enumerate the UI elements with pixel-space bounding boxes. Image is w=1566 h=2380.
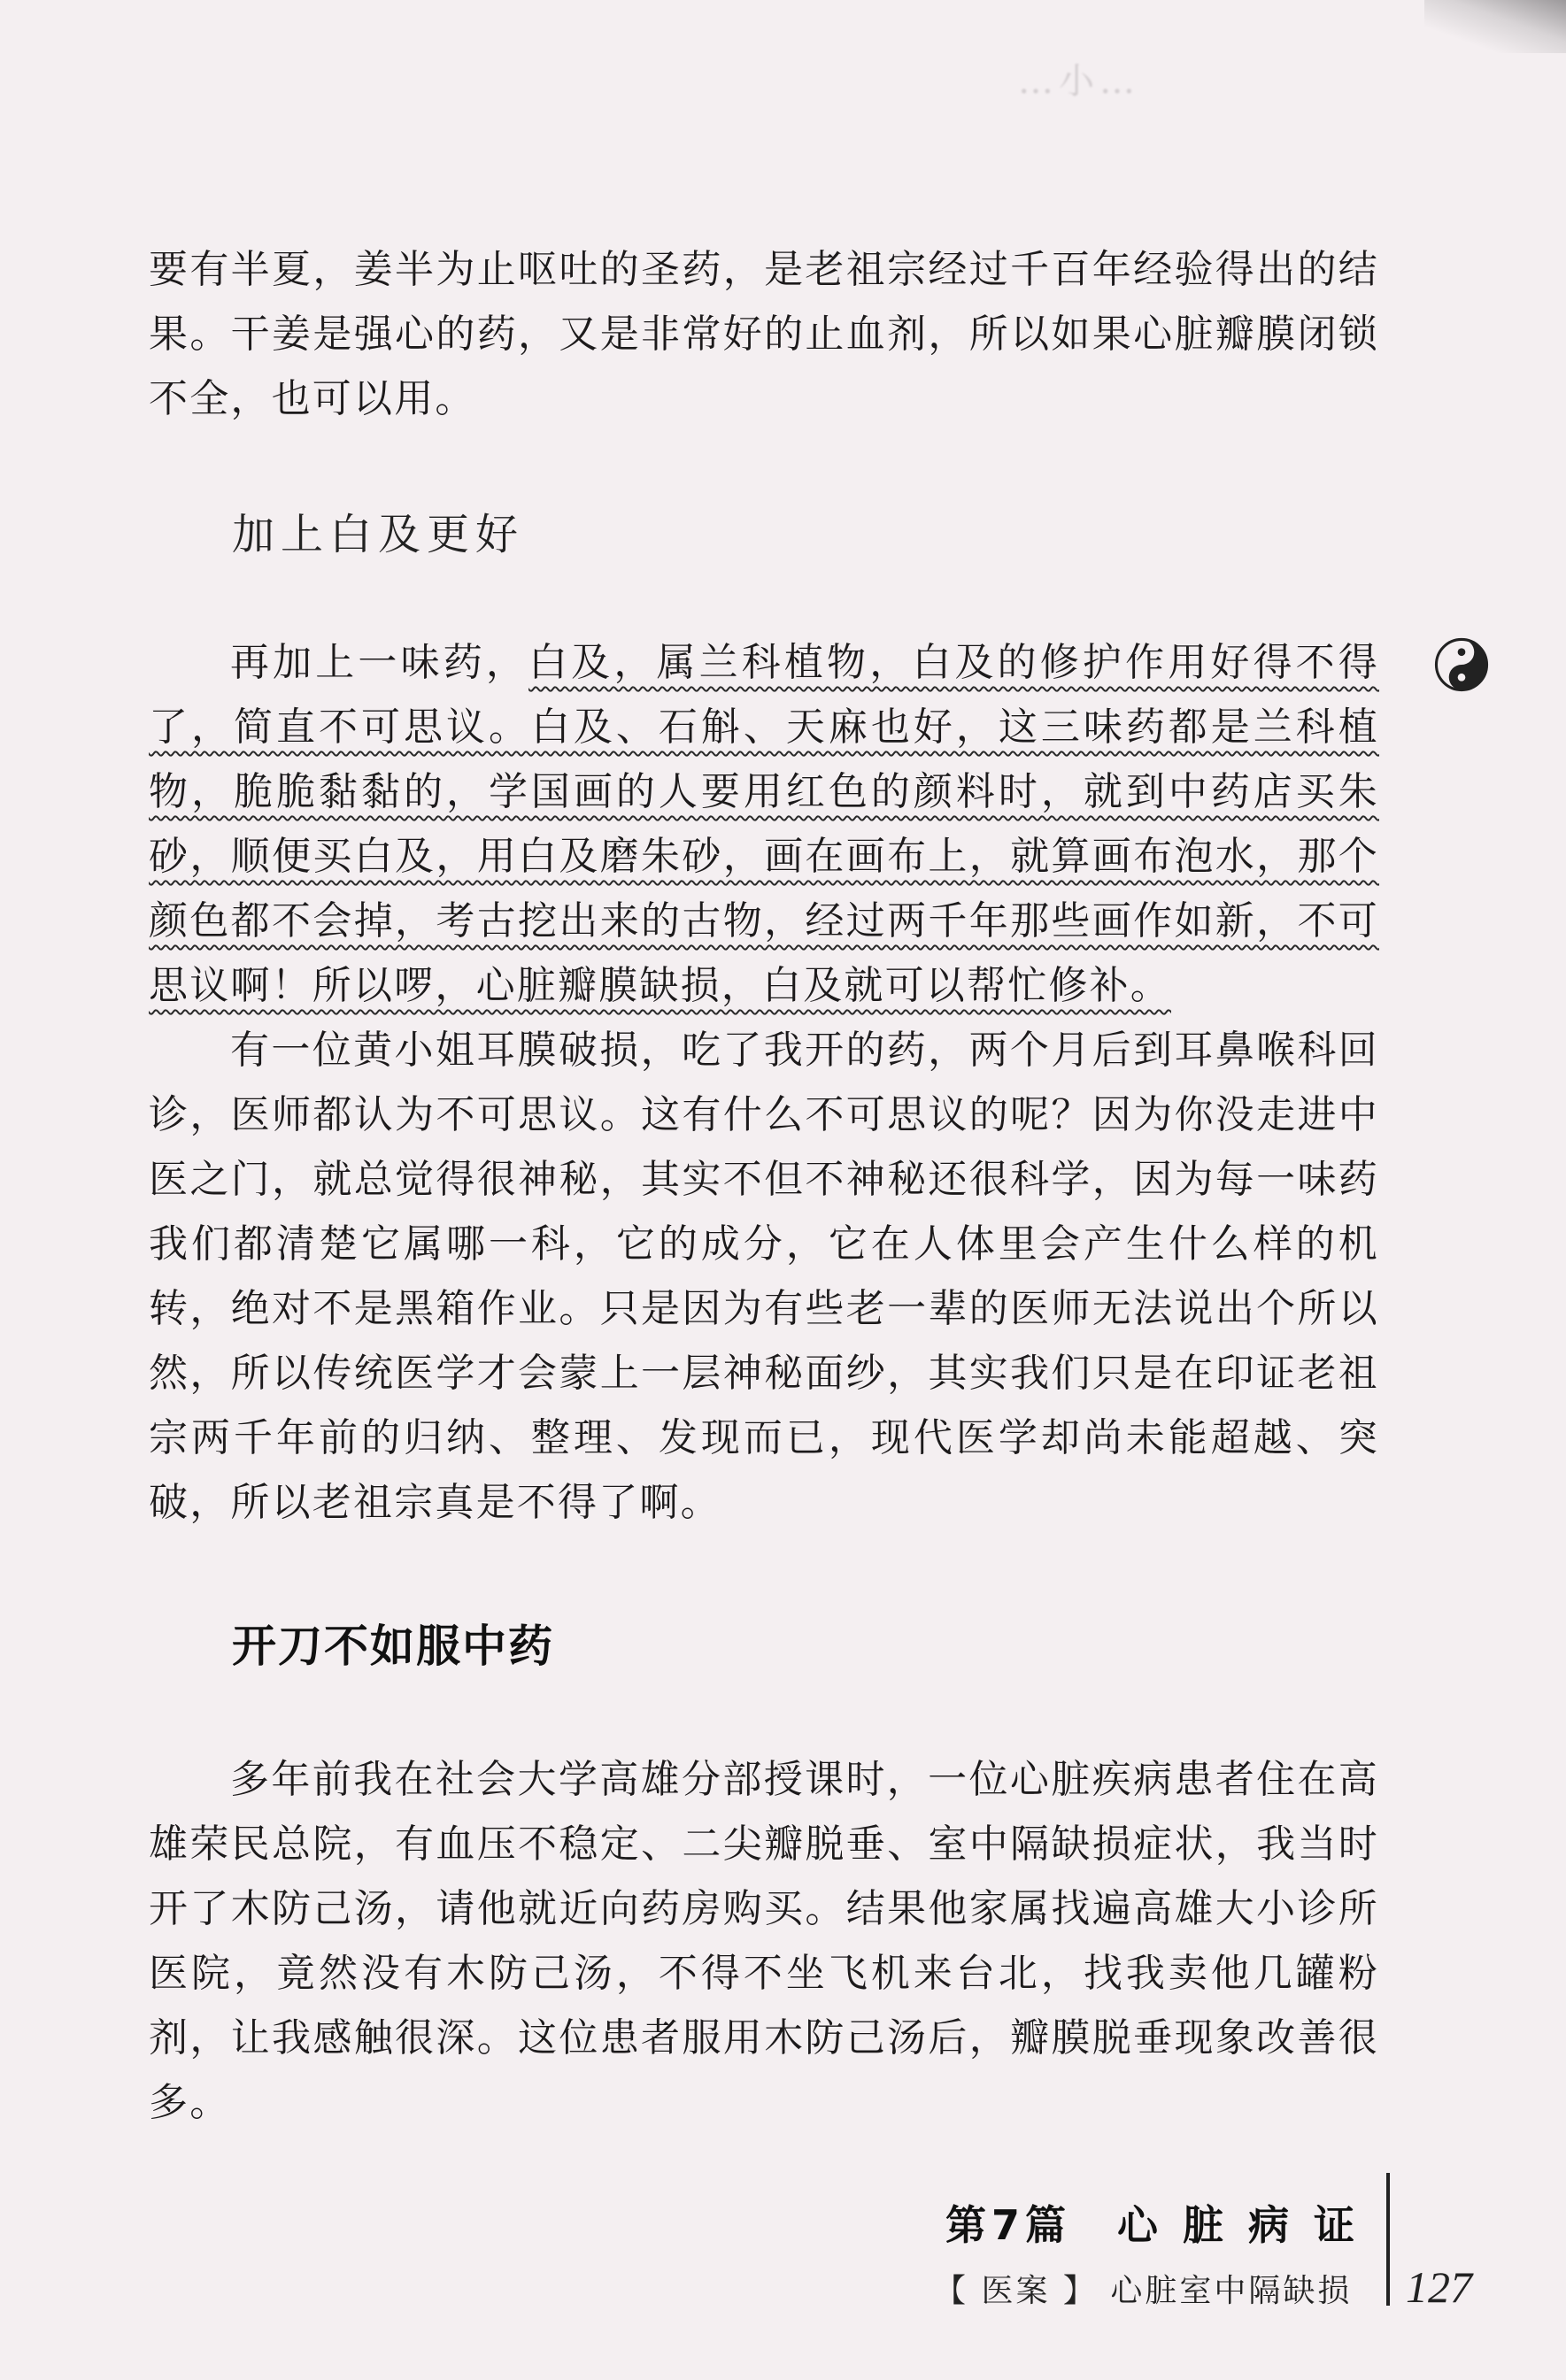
chapter-title: 第7篇 心 脏 病 证 [945, 2201, 1361, 2249]
paragraph-1: 要有半夏，姜半为止呕吐的圣药，是老祖宗经过千百年经验得出的结果。干姜是强心的药，又是非常好的止血剂，所以如果心脏瓣膜闭锁不全，也可以用。 [149, 247, 1379, 421]
paragraph-4: 多年前我在社会大学高雄分部授课时，一位心脏疾病患者住在高雄荣民总院，有血压不稳定、二尖瓣脱垂、室中隔缺损症状，我当时开了木防己汤，请他就近向药房购买。结果他家属找遍高雄大小诊所医院，竟然没有木防己汤，不得不坐飞机来台北，找我卖他几罐粉剂，让我感触很深。这位患者服用木防己汤后，瓣膜脱垂现象改善很多。 [149, 1757, 1379, 2125]
running-head: …小… [1018, 61, 1140, 102]
scan-corner-shadow [1424, 0, 1566, 53]
paragraph-2-lead: 再加上一味药， [230, 640, 529, 685]
chapter-subtitle: 【 医案 】 心脏室中隔缺损 [934, 2273, 1353, 2309]
underlined-passage: 白及，属兰科植物，白及的修护作用好得不得了，简直不可思议。白及、石斛、天麻也好，这三味药都是兰科植物，脆脆黏黏的，学国画的人要用红色的颜料时，就到中药店买朱砂，顺便买白及，用白及磨朱砂，画在画布上，就算画布泡水，那个颜色都不会掉，考古挖出来的古物，经过两千年那些画作如新，不可思议啊！所以啰，心脏瓣膜缺损，白及就可以帮忙修补。 [149, 640, 1380, 1008]
section-heading-2: 开刀不如服中药 [232, 1621, 554, 1672]
yin-yang-icon [1434, 637, 1489, 692]
paragraph-3: 有一位黄小姐耳膜破损，吃了我开的药，两个月后到耳鼻喉科回诊，医师都认为不可思议。这有什么不可思议的呢？因为你没走进中医之门，就总觉得很神秘，其实不但不神秘还很科学，因为每一味药我们都清楚它属哪一科，它的成分，它在人体里会产生什么样的机转，绝对不是黑箱作业。只是因为有些老一辈的医师无法说出个所以然，所以传统医学才会蒙上一层神秘面纱，其实我们只是在印证老祖宗两千年前的归纳、整理、发现而已，现代医学却尚未能超越、突破，所以老祖宗真是不得了啊。 [149, 1028, 1379, 1525]
paragraph-2 [149, 630, 1379, 1018]
section-heading-1: 加上白及更好 [232, 510, 525, 559]
footer-divider [1386, 2173, 1390, 2306]
page-number: 127 [1406, 2262, 1472, 2312]
